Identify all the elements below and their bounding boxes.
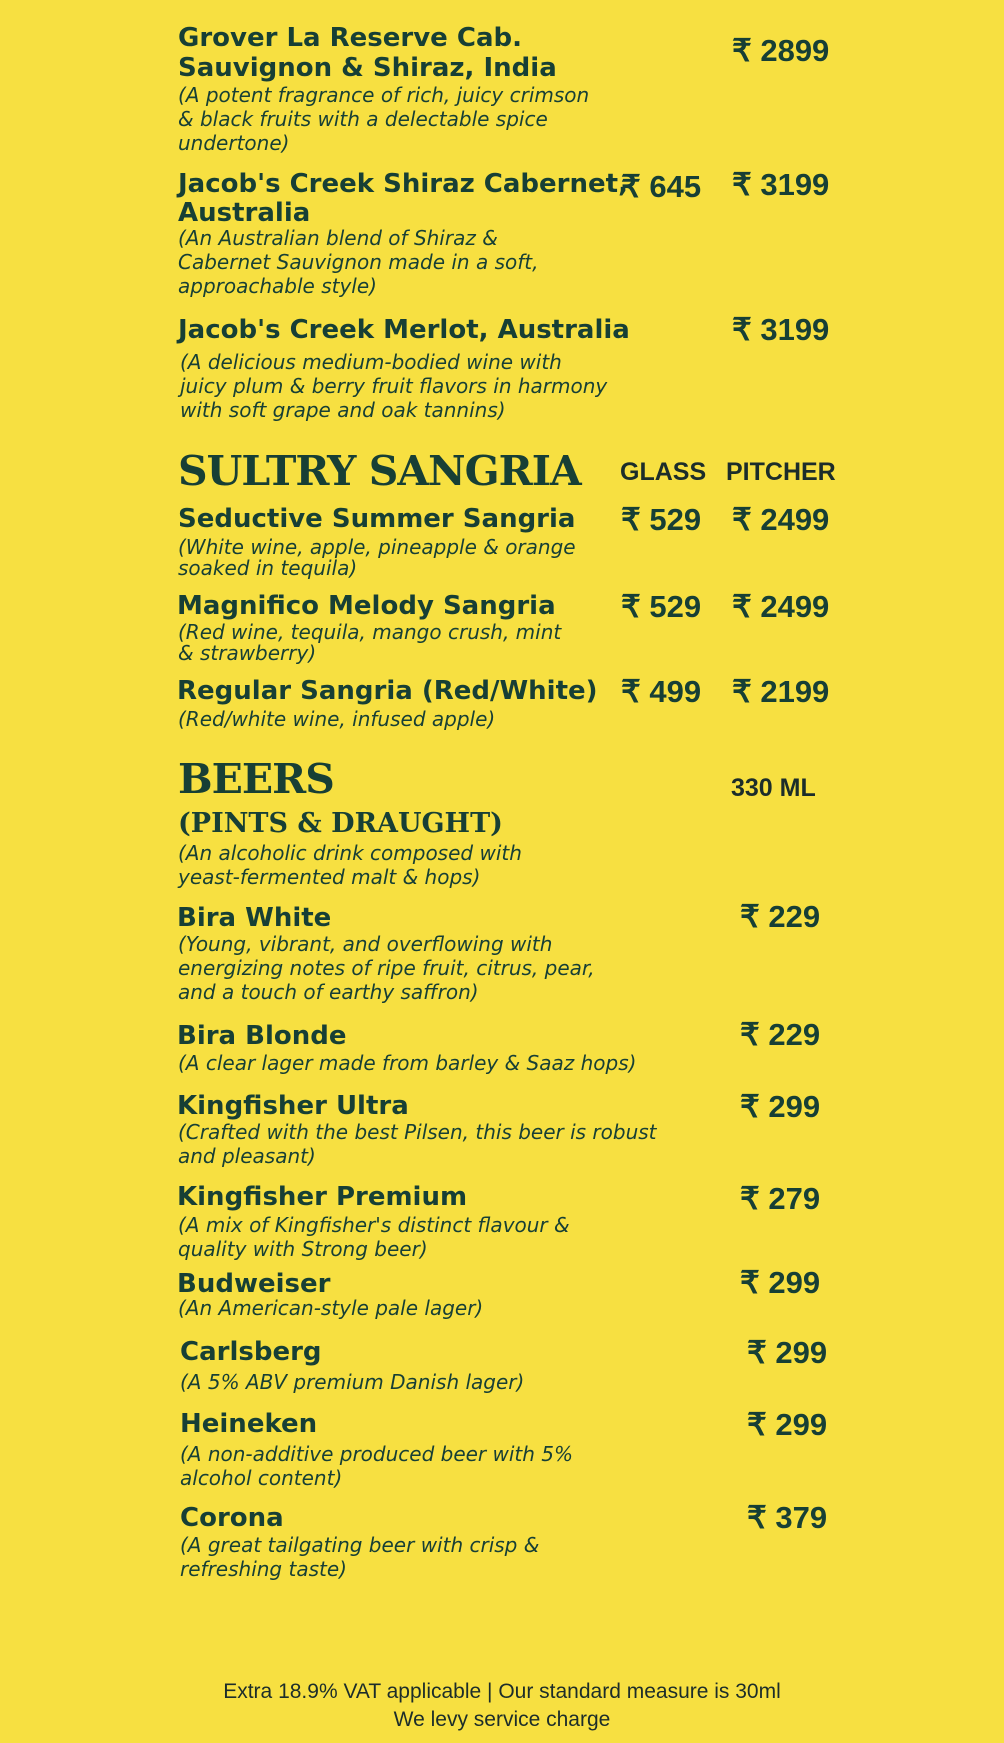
item-description: (Young, vibrant, and overflowing with (178, 932, 553, 956)
section-subtitle: (PINTS & DRAUGHT) (178, 808, 503, 839)
section-title: BEERS (178, 755, 334, 803)
item-description: alcohol content) (180, 1466, 343, 1490)
column-header-glass: GLASS (620, 458, 707, 486)
item-description: approachable style) (178, 274, 377, 298)
pitcher-price: ₹ 2199 (732, 674, 830, 709)
column-header-size: 330 ML (731, 774, 816, 802)
bottle-price: ₹ 3199 (732, 167, 830, 202)
item-description: (A non-additive produced beer with 5% (180, 1442, 574, 1466)
item-description: Cabernet Sauvignon made in a soft, (178, 250, 539, 274)
footer-vat-note: Extra 18.9% VAT applicable | Our standard measure is 30ml (223, 1680, 781, 1703)
bottle-price: ₹ 2899 (732, 33, 830, 68)
item-description: (A clear lager made from barley & Saaz hops) (178, 1051, 637, 1075)
item-description: (A potent fragrance of rich, juicy crimson (178, 83, 590, 107)
item-description: soaked in tequila) (178, 556, 358, 580)
beer-price: ₹ 299 (747, 1407, 828, 1442)
item-name: Bira White (177, 903, 332, 933)
item-description: energizing notes of ripe fruit, citrus, pear, (178, 956, 595, 980)
item-name: Heineken (180, 1409, 318, 1439)
item-description: (An Australian blend of Shiraz & (178, 226, 498, 250)
item-description: (An American-style pale lager) (178, 1296, 484, 1320)
glass-price: ₹ 645 (621, 169, 702, 204)
item-name: Regular Sangria (Red/White) (177, 676, 598, 706)
beer-price: ₹ 299 (740, 1089, 821, 1124)
item-description: (A great tailgating beer with crisp & (180, 1533, 540, 1557)
item-name: Sauvignon & Shiraz, India (178, 53, 557, 83)
item-name: Jacob's Creek Merlot, Australia (178, 315, 630, 345)
item-name: Seductive Summer Sangria (178, 504, 576, 534)
item-description: (Red/white wine, infused apple) (178, 707, 496, 731)
beer-price: ₹ 279 (740, 1181, 821, 1216)
glass-price: ₹ 529 (621, 502, 702, 537)
item-description: (White wine, apple, pineapple & orange (178, 535, 576, 559)
item-name: Bira Blonde (177, 1021, 347, 1051)
item-name: Magnifico Melody Sangria (177, 591, 556, 621)
beer-price: ₹ 299 (740, 1265, 821, 1300)
item-name: Kingfisher Premium (177, 1182, 468, 1212)
beer-price: ₹ 229 (740, 899, 821, 934)
column-header-pitcher: PITCHER (726, 458, 836, 486)
item-description: and pleasant) (178, 1144, 316, 1168)
beer-price: ₹ 229 (740, 1017, 821, 1052)
item-description: (A delicious medium-bodied wine with (180, 350, 562, 374)
item-name: Carlsberg (180, 1337, 322, 1367)
item-description: quality with Strong beer) (178, 1237, 428, 1261)
section-description: (An alcoholic drink composed with (178, 841, 522, 865)
item-description: juicy plum & berry fruit flavors in harmony (180, 374, 608, 398)
item-description: with soft grape and oak tannins) (180, 398, 506, 422)
item-description: and a touch of earthy saffron) (178, 980, 479, 1004)
item-name: Budweiser (177, 1269, 331, 1299)
section-title: SULTRY SANGRIA (178, 447, 581, 495)
item-name: Corona (180, 1503, 284, 1533)
item-description: (A 5% ABV premium Danish lager) (180, 1370, 525, 1394)
bottle-price: ₹ 3199 (732, 312, 830, 347)
item-description: & black fruits with a delectable spice (178, 107, 548, 131)
section-description: yeast-fermented malt & hops) (178, 865, 481, 889)
item-name: Grover La Reserve Cab. (178, 23, 522, 53)
pitcher-price: ₹ 2499 (732, 502, 830, 537)
item-description: undertone) (178, 131, 290, 155)
item-description: (Crafted with the best Pilsen, this beer is robust (178, 1120, 657, 1144)
footer-service-note: We levy service charge (393, 1708, 611, 1731)
glass-price: ₹ 529 (621, 589, 702, 624)
beer-price: ₹ 379 (747, 1500, 828, 1535)
item-name: Kingfisher Ultra (177, 1091, 409, 1121)
item-description: (A mix of Kingfisher's distinct flavour & (178, 1213, 570, 1237)
item-description: refreshing taste) (180, 1557, 347, 1581)
beer-price: ₹ 299 (747, 1335, 828, 1370)
glass-price: ₹ 499 (621, 674, 702, 709)
item-name: Australia (178, 198, 311, 228)
item-description: (Red wine, tequila, mango crush, mint (178, 620, 562, 644)
item-description: & strawberry) (178, 641, 317, 665)
item-name: Jacob's Creek Shiraz Cabernet, (178, 169, 628, 199)
pitcher-price: ₹ 2499 (732, 589, 830, 624)
